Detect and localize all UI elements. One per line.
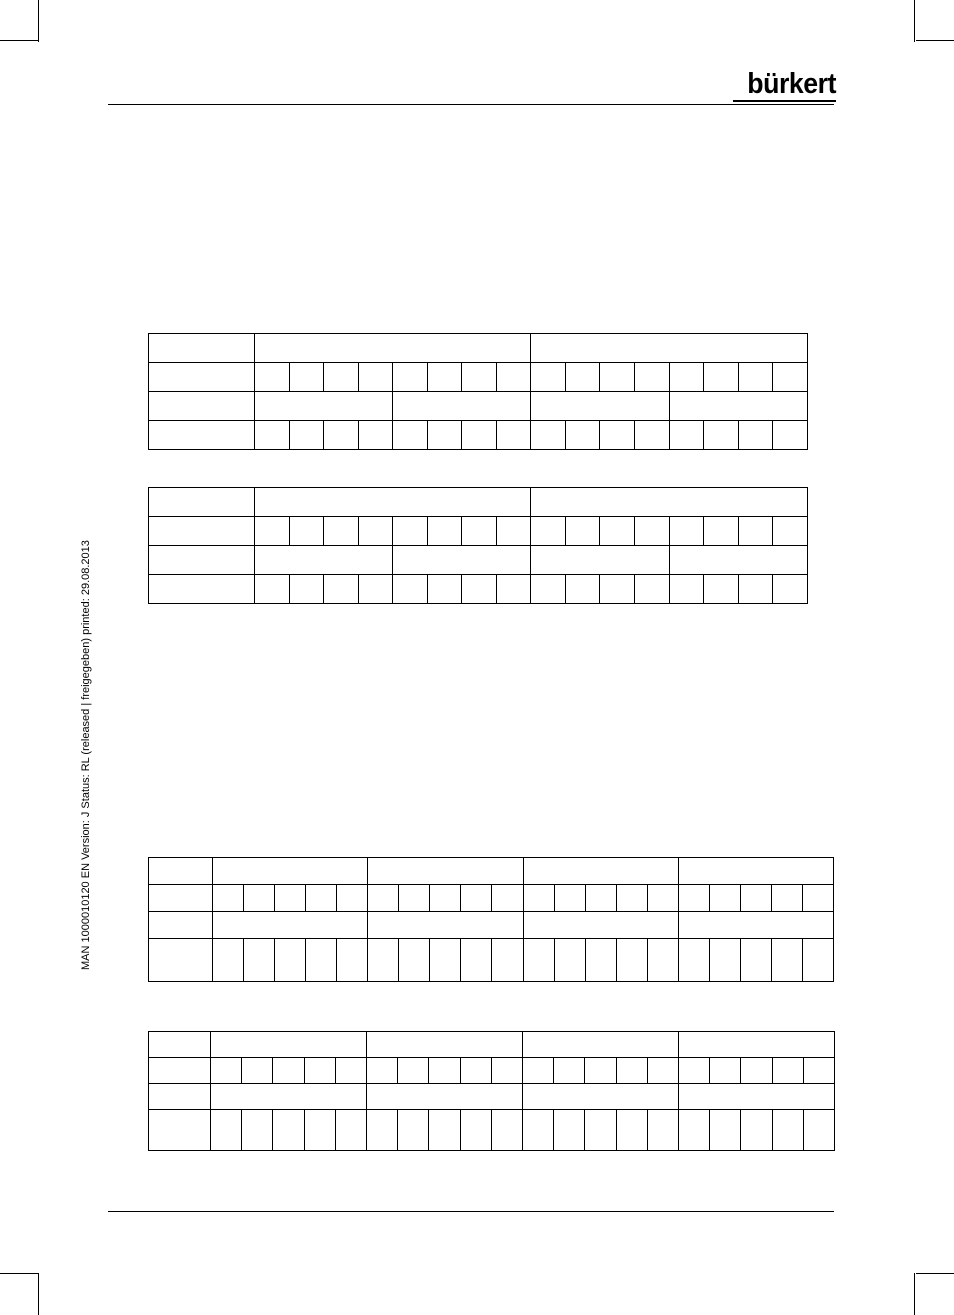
table-cell (430, 885, 461, 912)
table-cell (211, 1032, 367, 1058)
table-cell (255, 392, 393, 421)
table-cell (255, 421, 290, 450)
table-row (149, 546, 808, 575)
header-rule (108, 104, 834, 105)
table-cell (149, 575, 255, 604)
table-cell (367, 1084, 523, 1110)
table-cell (398, 1110, 429, 1151)
table-cell (149, 363, 255, 392)
table-cell (704, 363, 739, 392)
brand-logo (733, 66, 836, 102)
table-row (149, 912, 834, 939)
crop-mark-tr-h (916, 40, 954, 41)
table-row (149, 858, 834, 885)
crop-mark-bl-v (38, 1273, 39, 1315)
table-cell (523, 912, 678, 939)
table-cell (740, 939, 771, 982)
table-cell (531, 517, 566, 546)
table-cell (242, 1058, 273, 1084)
crop-mark-br-v (914, 1273, 915, 1315)
table-cell (149, 939, 213, 982)
table-cell (367, 1032, 523, 1058)
table-cell (337, 885, 368, 912)
table-cell (149, 546, 255, 575)
table-cell (554, 1110, 585, 1151)
table-cell (565, 421, 600, 450)
table-cell (635, 575, 670, 604)
table-cell (679, 1110, 710, 1151)
table-cell (358, 517, 393, 546)
table-cell (255, 363, 290, 392)
table-cell (635, 363, 670, 392)
table-cell (429, 1110, 460, 1151)
table-cell (491, 1110, 522, 1151)
table-cell (554, 1058, 585, 1084)
table-cell (523, 1032, 679, 1058)
table-cell (669, 546, 807, 575)
table-cell (496, 517, 531, 546)
bit-table-3 (148, 857, 834, 982)
table-cell (523, 1058, 554, 1084)
table-cell (460, 1110, 491, 1151)
table-cell (669, 517, 704, 546)
table-cell (565, 517, 600, 546)
logo-underline (733, 100, 836, 102)
table-row (149, 1110, 835, 1151)
table-cell (368, 939, 399, 982)
footer-rule (108, 1211, 834, 1212)
table-row (149, 421, 808, 450)
table-cell (149, 1084, 211, 1110)
table-cell (304, 1110, 335, 1151)
table-cell (600, 421, 635, 450)
table-cell (304, 1058, 335, 1084)
table-cell (710, 1110, 741, 1151)
table-cell (531, 488, 807, 517)
table-cell (335, 1058, 366, 1084)
table-cell (669, 421, 704, 450)
table-cell (211, 1084, 367, 1110)
table-row (149, 392, 808, 421)
table-cell (679, 1058, 710, 1084)
table-cell (741, 1058, 772, 1084)
table-cell (213, 858, 368, 885)
table-cell (289, 575, 324, 604)
table-cell (368, 885, 399, 912)
table-cell (358, 363, 393, 392)
table-cell (289, 421, 324, 450)
table-cell (709, 885, 740, 912)
table-cell (306, 939, 337, 982)
table-cell (772, 1110, 803, 1151)
table-cell (399, 939, 430, 982)
table-cell (358, 421, 393, 450)
table-cell (149, 334, 255, 363)
table-cell (393, 421, 428, 450)
table-cell (554, 939, 585, 982)
table-cell (324, 363, 359, 392)
table-cell (149, 421, 255, 450)
table-cell (738, 575, 773, 604)
table-cell (678, 885, 709, 912)
table-cell (669, 392, 807, 421)
table-cell (554, 885, 585, 912)
table-cell (523, 1084, 679, 1110)
table-cell (149, 1110, 211, 1151)
table-cell (600, 575, 635, 604)
table-cell (324, 517, 359, 546)
table-cell (398, 1058, 429, 1084)
table-cell (600, 363, 635, 392)
table-cell (773, 517, 808, 546)
table-row (149, 575, 808, 604)
table-cell (461, 885, 492, 912)
table-cell (492, 939, 523, 982)
table-cell (149, 488, 255, 517)
table-row (149, 1084, 835, 1110)
table-cell (368, 912, 523, 939)
table-cell (802, 939, 833, 982)
table-cell (772, 1058, 803, 1084)
table-cell (462, 517, 497, 546)
table-cell (616, 1110, 647, 1151)
table-cell (335, 1110, 366, 1151)
table-cell (523, 885, 554, 912)
table-cell (462, 575, 497, 604)
table-cell (429, 1058, 460, 1084)
table-cell (491, 1058, 522, 1084)
table-cell (585, 939, 616, 982)
table-cell (771, 885, 802, 912)
table-cell (635, 421, 670, 450)
table-cell (427, 363, 462, 392)
table-row (149, 1032, 835, 1058)
table-cell (255, 517, 290, 546)
table-cell (738, 363, 773, 392)
table-cell (399, 885, 430, 912)
table-cell (773, 363, 808, 392)
bit-table-2 (148, 487, 808, 604)
table-cell (149, 858, 213, 885)
table-cell (149, 392, 255, 421)
table-cell (565, 363, 600, 392)
table-cell (213, 939, 244, 982)
table-cell (255, 546, 393, 575)
table-row (149, 517, 808, 546)
table-cell (358, 575, 393, 604)
table-cell (523, 1110, 554, 1151)
table-cell (393, 575, 428, 604)
table-cell (462, 363, 497, 392)
table-cell (679, 1084, 835, 1110)
table-cell (647, 1058, 678, 1084)
crop-mark-bl-h (0, 1273, 38, 1274)
table-cell (337, 939, 368, 982)
table-cell (461, 939, 492, 982)
table-cell (289, 517, 324, 546)
table-cell (149, 1058, 211, 1084)
table-row (149, 1058, 835, 1084)
table-cell (275, 885, 306, 912)
table-cell (149, 1032, 211, 1058)
table-cell (585, 1110, 616, 1151)
table-cell (324, 575, 359, 604)
table-cell (704, 575, 739, 604)
crop-mark-br-h (916, 1273, 954, 1274)
table-cell (585, 1058, 616, 1084)
table-cell (616, 939, 647, 982)
table-cell (565, 575, 600, 604)
table-cell (460, 1058, 491, 1084)
table-cell (771, 939, 802, 982)
table-cell (393, 392, 531, 421)
table-cell (531, 546, 669, 575)
table-cell (585, 885, 616, 912)
table-cell (704, 517, 739, 546)
table-cell (773, 575, 808, 604)
crop-mark-tl-h (0, 40, 38, 41)
table-cell (616, 885, 647, 912)
table-cell (244, 885, 275, 912)
table-cell (803, 1110, 834, 1151)
table-cell (704, 421, 739, 450)
crop-mark-tl-v (38, 0, 39, 42)
table-cell (213, 912, 368, 939)
table-cell (647, 885, 678, 912)
table-cell (678, 939, 709, 982)
table-cell (496, 421, 531, 450)
table-cell (678, 858, 833, 885)
table-cell (255, 334, 531, 363)
table-row (149, 488, 808, 517)
bit-table-4 (148, 1031, 835, 1151)
table-cell (741, 1110, 772, 1151)
table-cell (647, 1110, 678, 1151)
table-cell (427, 517, 462, 546)
brand-logo-text: bürkert (747, 68, 836, 100)
table-cell (211, 1110, 242, 1151)
table-cell (430, 939, 461, 982)
table-cell (709, 939, 740, 982)
table-cell (213, 885, 244, 912)
table-cell (669, 575, 704, 604)
table-row (149, 885, 834, 912)
table-cell (802, 885, 833, 912)
table-cell (531, 334, 807, 363)
table-cell (242, 1110, 273, 1151)
table-row (149, 363, 808, 392)
table-cell (367, 1058, 398, 1084)
table-cell (647, 939, 678, 982)
table-cell (523, 858, 678, 885)
document-info-vertical: MAN 1000010120 EN Version: J Status: RL (released | freigegeben) printed: 29.08.2013 (80, 540, 92, 970)
table-cell (462, 421, 497, 450)
table-cell (531, 392, 669, 421)
table-cell (393, 546, 531, 575)
table-cell (255, 575, 290, 604)
table-cell (255, 488, 531, 517)
table-cell (149, 885, 213, 912)
table-row (149, 939, 834, 982)
table-cell (393, 363, 428, 392)
table-row (149, 334, 808, 363)
table-cell (678, 912, 833, 939)
table-cell (531, 363, 566, 392)
table-cell (803, 1058, 834, 1084)
table-cell (275, 939, 306, 982)
table-cell (368, 858, 523, 885)
table-cell (523, 939, 554, 982)
table-cell (273, 1110, 304, 1151)
table-cell (273, 1058, 304, 1084)
table-cell (393, 517, 428, 546)
table-cell (324, 421, 359, 450)
table-cell (367, 1110, 398, 1151)
table-cell (496, 363, 531, 392)
table-cell (773, 421, 808, 450)
table-cell (149, 517, 255, 546)
table-cell (710, 1058, 741, 1084)
table-cell (211, 1058, 242, 1084)
table-cell (149, 912, 213, 939)
table-cell (679, 1032, 835, 1058)
table-cell (738, 421, 773, 450)
bit-table-1 (148, 333, 808, 450)
table-cell (531, 575, 566, 604)
table-cell (738, 517, 773, 546)
table-cell (289, 363, 324, 392)
table-cell (427, 421, 462, 450)
table-cell (669, 363, 704, 392)
table-cell (427, 575, 462, 604)
table-cell (635, 517, 670, 546)
table-cell (600, 517, 635, 546)
crop-mark-tr-v (914, 0, 915, 42)
table-cell (492, 885, 523, 912)
table-cell (306, 885, 337, 912)
table-cell (496, 575, 531, 604)
table-cell (531, 421, 566, 450)
table-cell (616, 1058, 647, 1084)
table-cell (244, 939, 275, 982)
table-cell (740, 885, 771, 912)
